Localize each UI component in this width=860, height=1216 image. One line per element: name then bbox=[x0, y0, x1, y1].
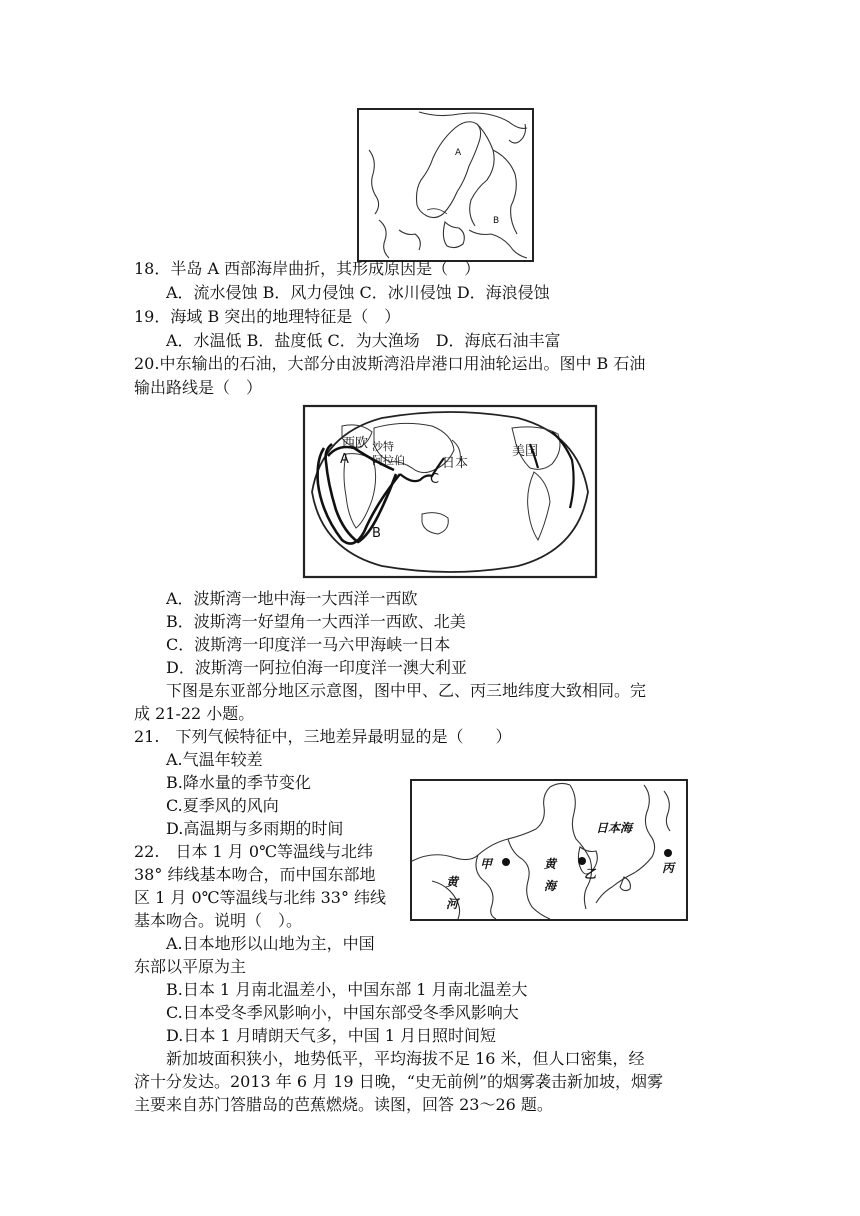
q20-option-b: B．波斯湾一好望角一大西洋一西欧、北美 bbox=[166, 612, 466, 631]
map-label-b: B bbox=[372, 526, 381, 541]
q20-option-c: C．波斯湾一印度洋一马六甲海峡一日本 bbox=[166, 635, 451, 654]
q20-stem-line2: 输出路线是（ ） bbox=[134, 378, 263, 397]
map-label-xiou: 西欧 bbox=[342, 436, 369, 451]
location-bing-dot bbox=[664, 849, 672, 857]
q22-option-b: B.日本 1 月南北温差小，中国东部 1 月南北温差大 bbox=[166, 980, 528, 999]
q19-stem: 19．海域 B 突出的地理特征是（ ） bbox=[134, 307, 401, 326]
q22-line4: 基本吻合。说明（ ）。 bbox=[134, 911, 303, 930]
q19-options: A．水温低 B．盐度低 C．为大渔场 D．海底石油丰富 bbox=[166, 331, 561, 350]
intro21-line1: 下图是东亚部分地区示意图，图中甲、乙、丙三地纬度大致相同。完 bbox=[166, 681, 647, 700]
q22-line1: 22. 日本 1 月 0℃等温线与北纬 bbox=[134, 842, 373, 861]
passage23-line3: 主要来自苏门答腊岛的芭蕉燃烧。读图，回答 23～26 题。 bbox=[134, 1095, 553, 1114]
q21-option-b: B.降水量的季节变化 bbox=[166, 773, 311, 792]
map-label-yi: 乙 bbox=[584, 867, 597, 881]
map-label-c: C bbox=[430, 472, 440, 487]
intro21-line2: 成 21-22 小题。 bbox=[134, 704, 255, 723]
q20-option-a: A．波斯湾一地中海一大西洋一西欧 bbox=[166, 589, 418, 608]
map-label-ribenhai: 日本海 bbox=[596, 821, 633, 835]
q20-stem-line1: 20.中东输出的石油，大部分由波斯湾沿岸港口用油轮运出。图中 B 石油 bbox=[134, 354, 646, 373]
world-map-drawing bbox=[302, 404, 598, 579]
q21-stem: 21. 下列气候特征中，三地差异最明显的是（ ） bbox=[134, 727, 512, 746]
q22-option-a-1: A.日本地形以山地为主，中国 bbox=[166, 934, 375, 953]
q22-option-c: C.日本受冬季风影响小，中国东部受冬季风影响大 bbox=[166, 1003, 519, 1022]
q22-line2: 38° 纬线基本吻合，而中国东部地 bbox=[134, 865, 376, 884]
q18-stem: 18．半岛 A 西部海岸曲折，其形成原因是（ ） bbox=[134, 259, 481, 278]
map-label-shate: 沙特 bbox=[372, 440, 394, 453]
map-label-jia: 甲 bbox=[480, 857, 493, 871]
map-label-bing: 丙 bbox=[662, 861, 675, 875]
map-label-huanghe-2: 河 bbox=[446, 897, 459, 911]
q22-option-a-2: 东部以平原为主 bbox=[134, 957, 247, 976]
map-label-huanghai-1: 黄 bbox=[544, 857, 557, 871]
q21-option-c: C.夏季风的风向 bbox=[166, 796, 279, 815]
q22-line3: 区 1 月 0℃等温线与北纬 33° 纬线 bbox=[134, 888, 387, 907]
map-label-a: A bbox=[340, 452, 349, 467]
east-asia-map bbox=[410, 779, 688, 921]
passage23-line2: 济十分发达。2013 年 6 月 19 日晚，“史无前例”的烟雾袭击新加坡，烟雾 bbox=[134, 1072, 664, 1091]
map-label-meiguo: 美国 bbox=[512, 444, 539, 459]
passage23-line1: 新加坡面积狭小，地势低平，平均海拔不足 16 米，但人口密集，经 bbox=[166, 1049, 645, 1068]
map-label-a: A bbox=[455, 148, 462, 158]
map-label-huanghai-2: 海 bbox=[544, 879, 557, 893]
q22-option-d: D.日本 1 月晴朗天气多，中国 1 月日照时间短 bbox=[166, 1026, 497, 1045]
location-yi-dot bbox=[578, 857, 586, 865]
q21-option-d: D.高温期与多雨期的时间 bbox=[166, 819, 344, 838]
q21-option-a: A.气温年较差 bbox=[166, 750, 263, 769]
scandinavia-coastline-drawing bbox=[359, 110, 532, 260]
map-label-huanghe-1: 黄 bbox=[446, 875, 459, 889]
map-label-b: B bbox=[493, 216, 500, 226]
map-label-alabo: 阿拉伯 bbox=[372, 454, 405, 467]
location-jia-dot bbox=[502, 858, 510, 866]
scandinavia-map bbox=[357, 108, 534, 262]
map-label-riben: 日本 bbox=[442, 456, 469, 471]
world-oil-route-map bbox=[302, 404, 598, 579]
q18-options: A．流水侵蚀 B．风力侵蚀 C．冰川侵蚀 D．海浪侵蚀 bbox=[166, 283, 550, 302]
q20-option-d: D．波斯湾一阿拉伯海一印度洋一澳大利亚 bbox=[166, 658, 467, 677]
